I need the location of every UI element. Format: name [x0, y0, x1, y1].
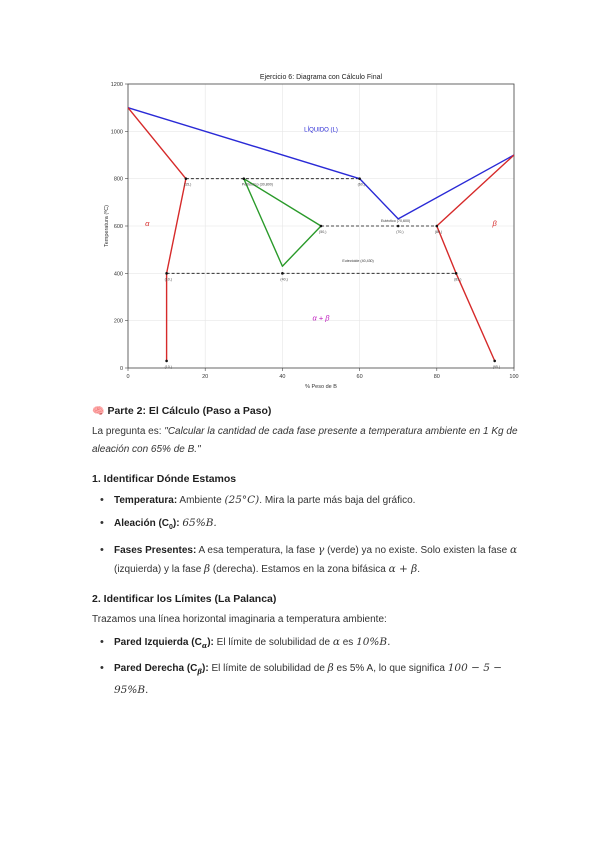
left-sub: α	[201, 641, 208, 650]
point-label: (10,)	[164, 364, 172, 369]
y-tick-label: 1000	[110, 129, 123, 136]
brain-icon: 🧠	[92, 406, 105, 417]
point-label: (15,)	[183, 182, 192, 187]
section2-title: 2. Identificar los Límites (La Palanca)	[92, 593, 277, 605]
section2-intro: Trazamos una línea horizontal imaginaria a temperatura ambiente:	[92, 614, 387, 625]
region-label: α	[145, 219, 150, 228]
data-point	[243, 177, 246, 180]
question-intro: La pregunta es:	[92, 426, 165, 437]
right-math: 100 − 5 −	[447, 662, 503, 674]
section1-list	[92, 491, 532, 579]
bullet-icon: •	[100, 662, 104, 674]
x-tick-label: 40	[279, 374, 286, 380]
left-label-text: Pared Izquierda (C	[114, 637, 202, 648]
point-label: (70,)	[396, 230, 404, 234]
phases-text-3: (izquierda) y la fase	[114, 564, 205, 575]
point-label: (80,)	[434, 230, 443, 234]
left-alpha: α	[332, 636, 340, 648]
temp-math: (25°C)	[224, 494, 260, 506]
right-wall-label	[114, 663, 209, 674]
phase-boundary-line	[434, 155, 514, 361]
y-tick-label: 0	[119, 366, 123, 372]
annotation-label: Eutéctico (70,600)	[381, 219, 411, 223]
y-axis-label: Temperatura (ºC)	[104, 204, 110, 248]
left-value: 10%B.	[356, 636, 391, 648]
x-tick-label: 60	[356, 374, 363, 380]
y-tick-label: 600	[113, 224, 123, 230]
question-paragraph	[92, 423, 532, 459]
data-point	[493, 360, 496, 363]
bullet-icon: •	[100, 636, 104, 648]
phases-alpha-beta: α + β	[388, 563, 418, 575]
right-label-text: Pared Derecha (C	[114, 663, 198, 674]
right-math-2: 95%B.	[114, 684, 149, 696]
temp-text: Ambiente	[177, 495, 225, 506]
phases-label: Fases Presentes:	[114, 545, 197, 556]
right-text-1: El límite de solubilidad de	[208, 663, 328, 674]
list-item	[92, 633, 532, 655]
region-label: LÍQUIDO (L)	[304, 127, 338, 134]
y-tick-label: 200	[113, 318, 123, 325]
temp-rest: . Mira la parte más baja del gráfico.	[259, 495, 416, 506]
bullet-icon: •	[100, 517, 104, 529]
list-item	[92, 514, 532, 537]
region-label: α + β	[312, 313, 330, 323]
bullet-icon: •	[100, 494, 104, 506]
region-label: β	[492, 219, 497, 228]
right-sub: β	[197, 667, 203, 676]
part2-title: Parte 2: El Cálculo (Paso a Paso)	[107, 405, 272, 417]
chart-title: Ejercicio 6: Diagrama con Cálculo Final	[259, 74, 383, 81]
left-text-1: El límite de solubilidad de	[213, 637, 333, 648]
phase-boundary-line	[128, 108, 186, 361]
x-tick-label: 100	[509, 374, 519, 380]
right-text-2: es 5% A, lo que significa	[333, 663, 448, 674]
list-item	[92, 659, 532, 700]
phases-text-4: (derecha). Estamos en la zona bifásica	[210, 564, 389, 575]
annotation-label: Eutectoide (40,430)	[342, 259, 374, 264]
explanation-content	[92, 405, 532, 700]
right-label-end: ):	[202, 663, 209, 674]
phases-text-5: .	[417, 564, 420, 575]
data-point	[455, 272, 458, 275]
x-axis-label: % Peso de B	[305, 384, 337, 390]
y-tick-label: 800	[113, 176, 123, 183]
list-item	[92, 491, 532, 510]
x-tick-label: 20	[202, 374, 209, 380]
phase-boundary-line	[128, 108, 514, 219]
list-item	[92, 541, 532, 579]
phases-text-1: A esa temperatura, la fase	[196, 545, 319, 556]
y-tick-label: 1200	[110, 82, 123, 88]
data-point	[185, 177, 188, 180]
left-wall-label	[114, 637, 214, 648]
phases-alpha: α	[509, 544, 518, 556]
phase-diagram-chart	[95, 70, 525, 390]
section1-title: 1. Identificar Dónde Estamos	[92, 473, 237, 485]
phases-gamma: γ	[318, 544, 325, 556]
data-point	[165, 360, 168, 363]
left-text-2: es	[339, 637, 357, 648]
temp-label: Temperatura:	[114, 495, 178, 506]
part2-heading	[92, 405, 532, 417]
point-label: (60,)	[357, 182, 365, 187]
alloy-math: 65%B.	[182, 517, 217, 529]
data-point	[281, 272, 284, 275]
alloy-label-end: ):	[172, 518, 180, 529]
question-quote: "Calcular la cantidad de cada fase presente a temperatura ambiente en 1 Kg de aleación con 65% de B."	[92, 426, 518, 455]
point-label: (40,)	[280, 277, 288, 282]
data-point	[436, 225, 439, 228]
data-point	[165, 272, 168, 275]
right-beta: β	[327, 662, 334, 674]
point-label: (85,)	[454, 277, 462, 282]
point-label: (95,)	[492, 364, 501, 369]
phases-beta: β	[204, 563, 211, 575]
x-tick-label: 0	[126, 374, 130, 380]
left-label-end: ):	[207, 637, 214, 648]
section2-list	[92, 633, 532, 700]
alloy-label-text: Aleación (C	[114, 518, 170, 529]
data-point	[320, 225, 323, 228]
y-tick-label: 400	[113, 271, 123, 278]
data-point	[397, 225, 400, 228]
data-point	[358, 177, 361, 180]
point-label: (10,)	[164, 277, 172, 282]
x-tick-label: 80	[433, 374, 440, 380]
point-label: (50,)	[319, 230, 327, 234]
alloy-sub: 0	[169, 524, 173, 531]
phases-text-2: (verde) ya no existe. Solo existen la fase	[324, 545, 510, 556]
alloy-label	[114, 518, 180, 529]
point-label: Peritéctico (30,800)	[241, 182, 273, 187]
bullet-icon: •	[100, 544, 104, 556]
